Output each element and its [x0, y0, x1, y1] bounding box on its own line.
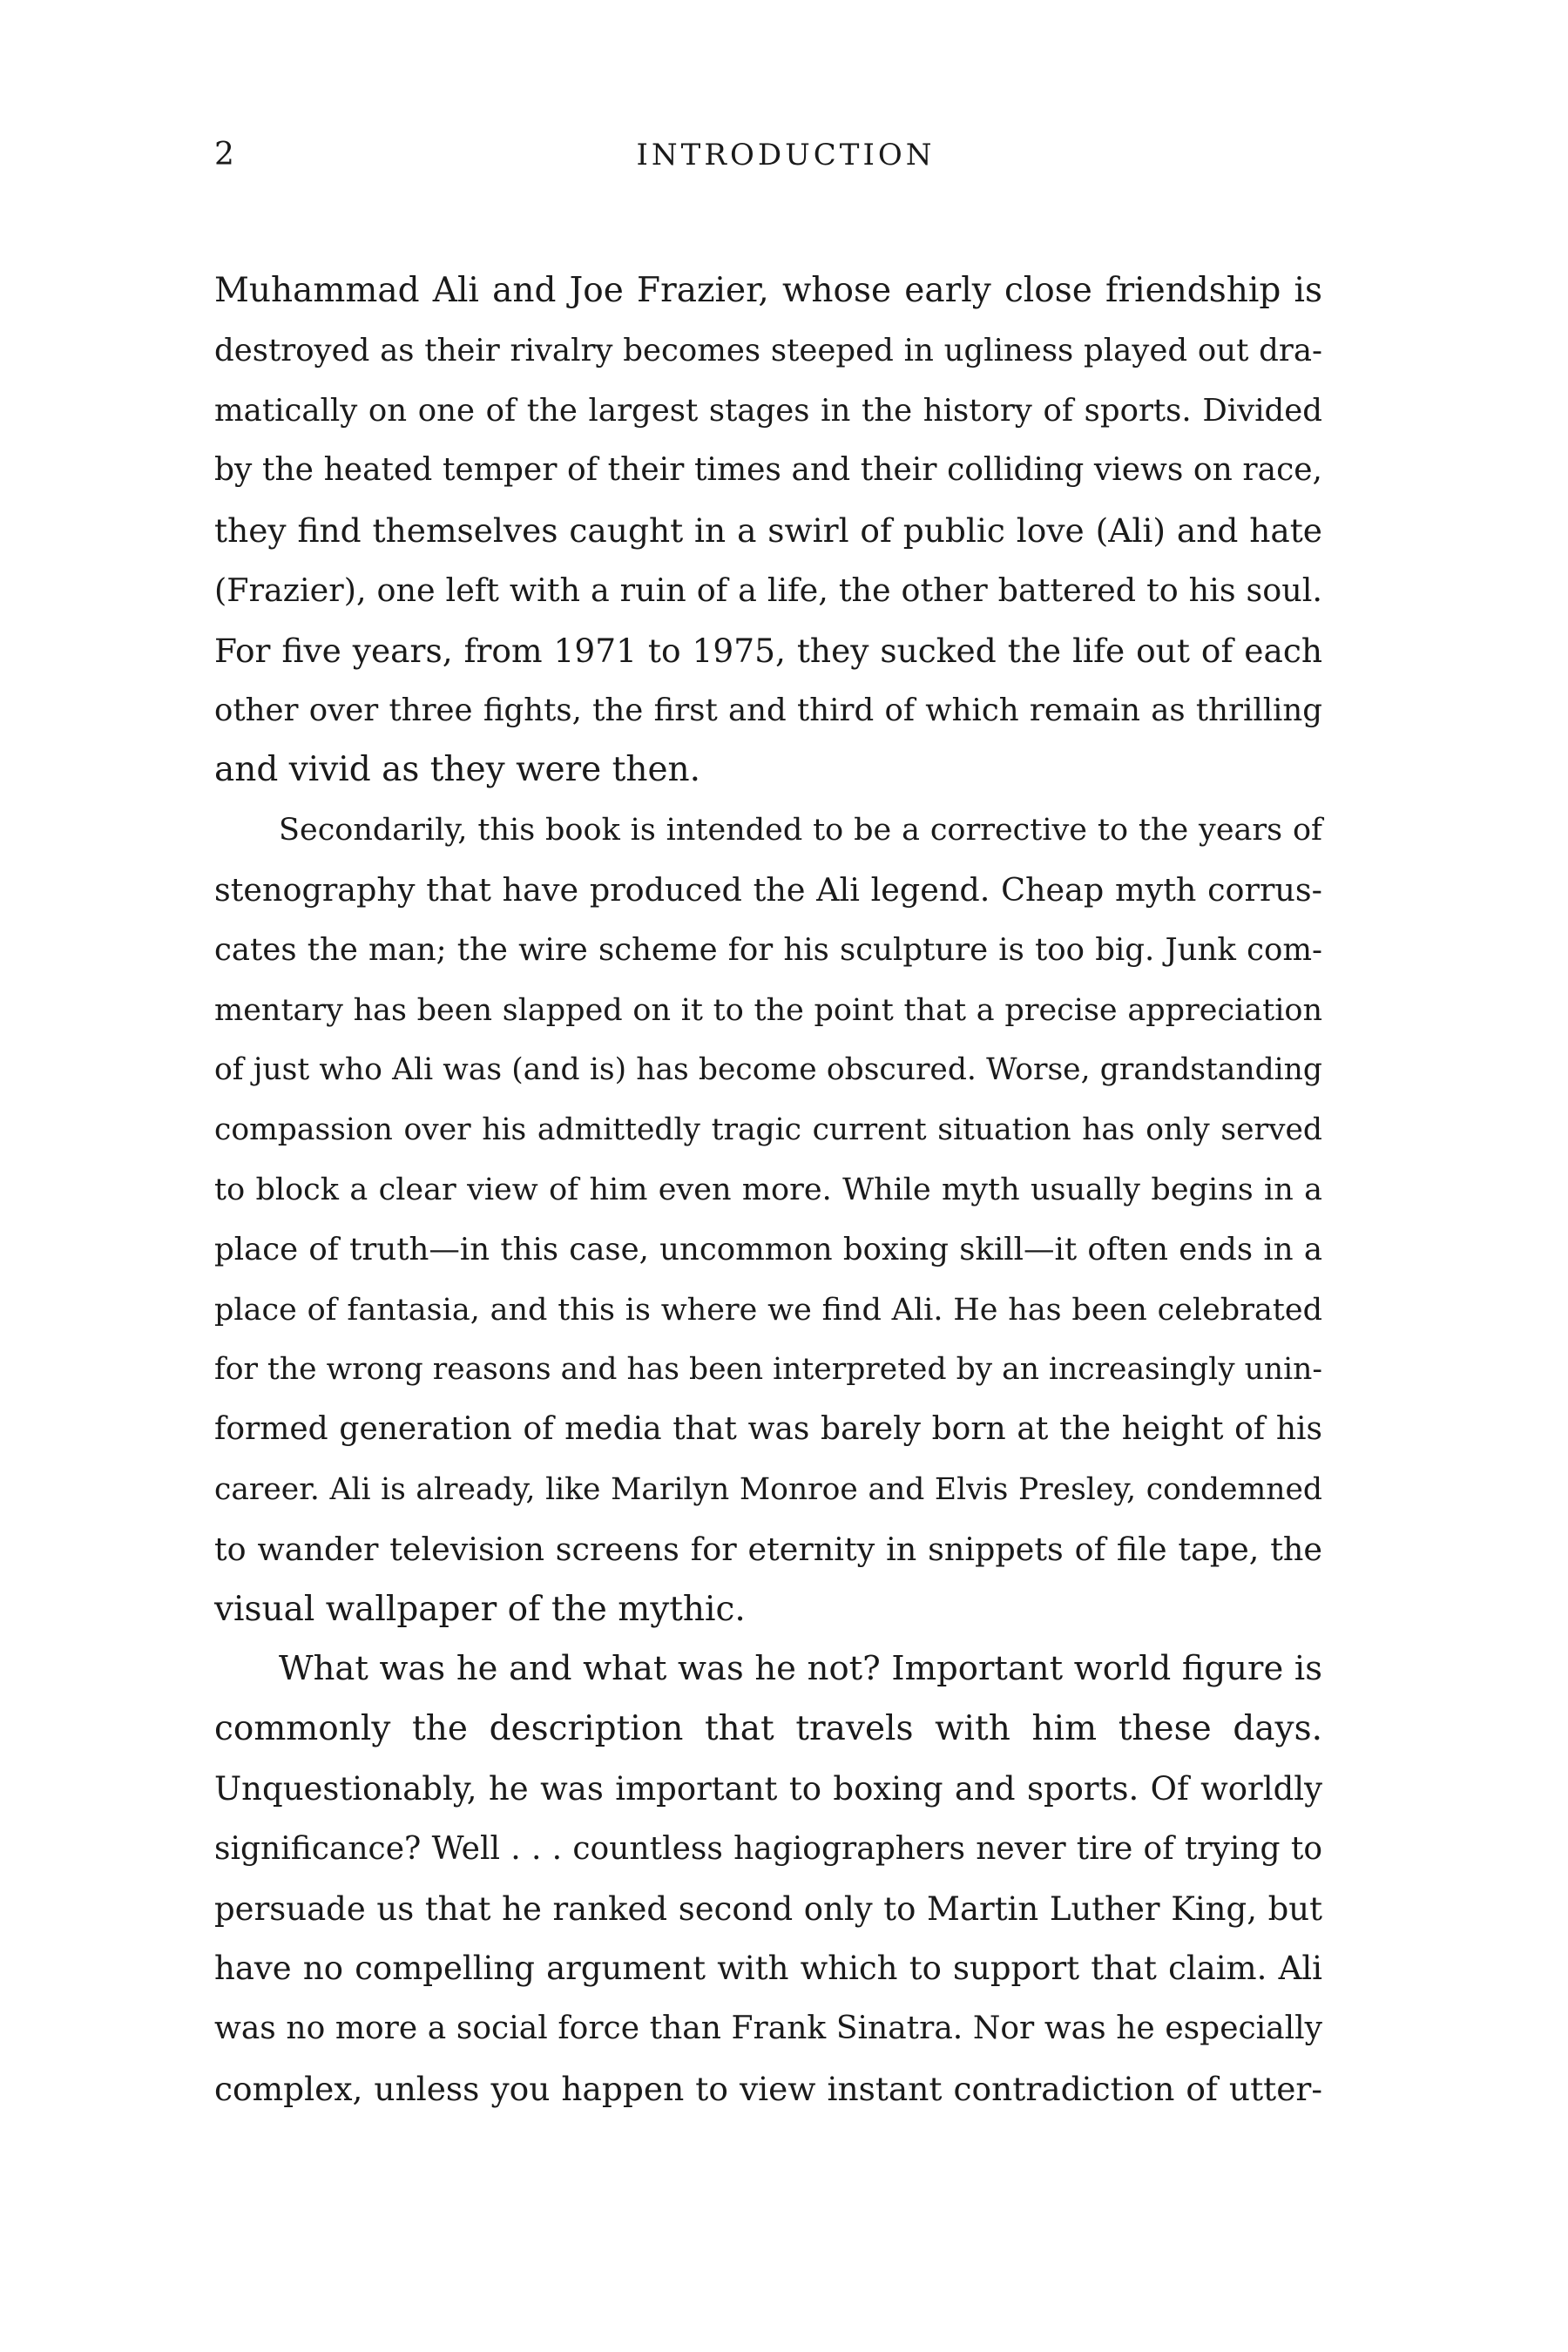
text-line: they find themselves caught in a swirl of public love (Ali) and hate [214, 511, 1322, 551]
text-line: matically on one of the largest stages in the history of sports. Divided [214, 392, 1322, 429]
chapter-title: INTRODUCTION [636, 138, 936, 172]
text-line: complex, unless you happen to view instant contradiction of utter- [214, 2069, 1322, 2108]
text-line: mentary has been slapped on it to the point that a precise appreciation [214, 992, 1322, 1028]
text-line: What was he and what was he not? Important world figure is [279, 1649, 1322, 1689]
text-line: career. Ali is already, like Marilyn Monroe and Elvis Presley, condemned [214, 1471, 1322, 1507]
text-line: have no compelling argument with which to support that claim. Ali [214, 1950, 1322, 1988]
text-line: significance? Well . . . countless hagiographers never tire of trying to [214, 1830, 1322, 1867]
text-line: (Frazier), one left with a ruin of a life, the other battered to his soul. [214, 571, 1322, 609]
body-text [214, 261, 1322, 2119]
text-line: for the wrong reasons and has been interpreted by an increasingly unin- [214, 1352, 1322, 1388]
text-line: of just who Ali was (and is) has become obscured. Worse, grandstanding [214, 1052, 1322, 1088]
text-line: was no more a social force than Frank Sinatra. Nor was he especially [214, 2011, 1322, 2047]
text-line: visual wallpaper of the mythic. [214, 1589, 746, 1629]
text-line: Unquestionably, he was important to boxing and sports. Of worldly [214, 1769, 1322, 1808]
text-line: compassion over his admittedly tragic current situation has only served [214, 1112, 1322, 1148]
text-line: place of fantasia, and this is where we find Ali. He has been celebrated [214, 1292, 1322, 1328]
text-line: other over three fights, the first and third of which remain as thrilling [214, 692, 1322, 728]
text-line: Muhammad Ali and Joe Frazier, whose early close friendship is [214, 271, 1322, 310]
text-line: stenography that have produced the Ali legend. Cheap myth corrus- [214, 870, 1322, 909]
text-line: cates the man; the wire scheme for his sculpture is too big. Junk com- [214, 931, 1322, 968]
text-line: by the heated temper of their times and their colliding views on race, [214, 452, 1322, 489]
text-line: Secondarily, this book is intended to be a corrective to the years of [279, 813, 1322, 848]
page-number: 2 [214, 137, 234, 172]
text-line: formed generation of media that was barely born at the height of his [214, 1411, 1322, 1448]
text-line: and vivid as they were then. [214, 750, 701, 790]
paragraph-3 [214, 1639, 1322, 2119]
text-line: to wander television screens for eternity in snippets of file tape, the [214, 1530, 1322, 1568]
text-line: destroyed as their rivalry becomes steeped in ugliness played out dra- [214, 332, 1322, 368]
text-line: place of truth—in this case, uncommon boxing skill—it often ends in a [214, 1231, 1322, 1267]
text-line: persuade us that he ranked second only to Martin Luther King, but [214, 1889, 1322, 1928]
text-line: commonly the description that travels with him these days. [214, 1709, 1322, 1749]
paragraph-2 [214, 801, 1322, 1639]
running-head [214, 132, 1322, 178]
paragraph-1 [214, 261, 1322, 801]
text-line: For five years, from 1971 to 1975, they sucked the life out of each [214, 631, 1322, 670]
text-line: to block a clear view of him even more. While myth usually begins in a [214, 1172, 1322, 1207]
